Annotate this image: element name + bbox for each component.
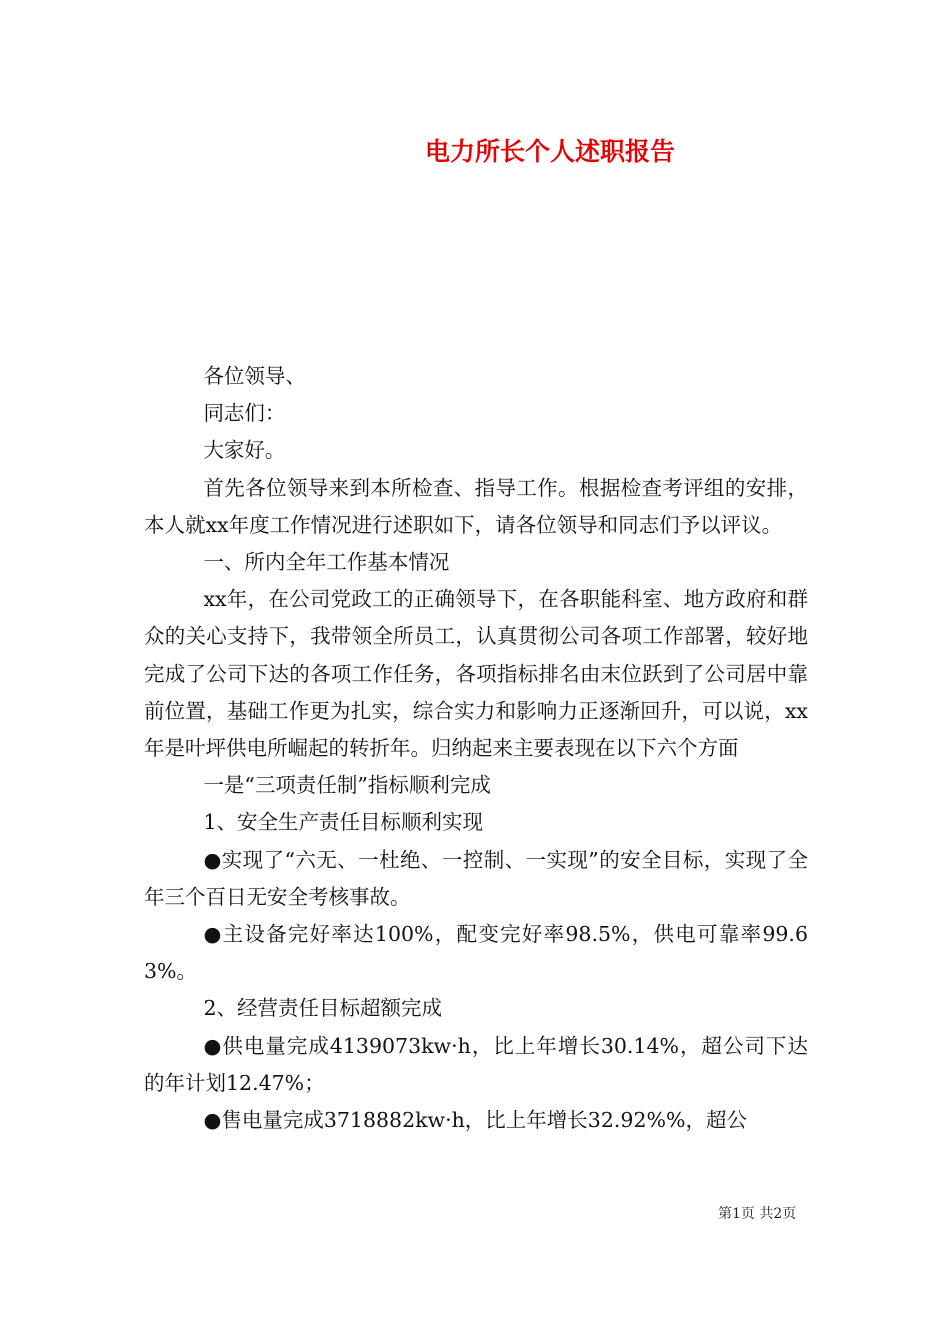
salutation-comrades: 同志们： (203, 401, 286, 426)
document-title: 电力所长个人述职报告 (424, 137, 675, 166)
bullet-equipment-rate: ●主设备完好率达100%，配变完好率98.5%，供电可靠率99.63%。 (144, 922, 808, 984)
item-heading-business: 2、经营责任目标超额完成 (203, 996, 442, 1021)
bullet-power-sales: ●售电量完成3718882kw·h，比上年增长32.92%%，超公 (203, 1108, 747, 1133)
subsection-heading: 一是“三项责任制”指标顺利完成 (203, 773, 491, 798)
page-footer: 第1页 共2页 (718, 1206, 797, 1222)
section-heading: 一、所内全年工作基本情况 (203, 550, 450, 575)
bullet-power-supply: ●供电量完成4139073kw·h，比上年增长30.14%，超公司下达的年计划12.47%； (144, 1033, 808, 1095)
salutation-leaders: 各位领导、 (203, 364, 306, 388)
intro-paragraph: 首先各位领导来到本所检查、指导工作。根据检查考评组的安排，本人就xx年度工作情况进行述职如下，请各位领导和同志们予以评议。 (144, 475, 808, 537)
item-heading-safety: 1、安全生产责任目标顺利实现 (203, 810, 483, 835)
greeting: 大家好。 (203, 438, 286, 463)
document-body (144, 358, 808, 1139)
bullet-safety-goal: ●实现了“六无、一杜绝、一控制、一实现”的安全目标，实现了全年三个百日无安全考核事故。 (144, 847, 808, 909)
overview-paragraph: xx年，在公司党政工的正确领导下，在各职能科室、地方政府和群众的关心支持下，我带领全所员工，认真贯彻公司各项工作部署，较好地完成了公司下达的各项工作任务，各项指标排名由末位跃到了公司居中靠前位置，基础工作更为扎实，综合实力和影响力正逐渐回升，可以说，xx年是叶坪供电所崛起的转折年。归纳起来主要表现在以下六个方面 (144, 587, 808, 761)
